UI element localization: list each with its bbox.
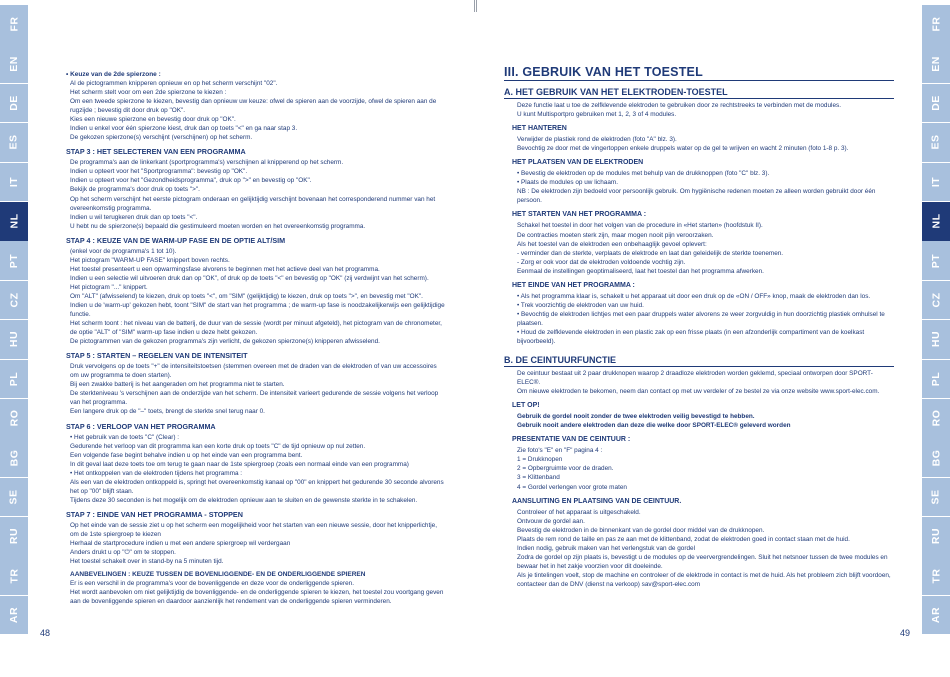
language-tab-label: TR — [8, 568, 20, 584]
language-tab-pt[interactable] — [0, 241, 28, 280]
text-line: Gebruik nooit andere elektroden dan deze die welke door SPORT-ELEC® geleverd worden — [517, 422, 791, 430]
text-line: • Bevochtig de elektroden lichtjes met een paar druppels water alvorens ze weer zorgvuldig in hun doorzichtig plastiek omhulsel te plaatsen. — [517, 310, 885, 327]
text-line: • Het gebruik van de toets "C" (Clear) : — [70, 433, 180, 441]
left-page-content — [66, 70, 446, 606]
language-tab-label: CZ — [8, 292, 20, 308]
text-line: Al de pictogrammen knipperen opnieuw en op het scherm verschijnt "02". — [70, 80, 278, 87]
einde-heading: HET EINDE VAN HET PROGRAMMA : — [512, 281, 635, 289]
plaatsen-text — [504, 169, 894, 205]
text-line: NB : De elektroden zijn bedoeld voor persoonlijk gebruik. Om hygiënische redenen moeten ze alleen worden gebruikt door één persoon. — [517, 188, 876, 205]
language-tab-nl[interactable] — [0, 202, 28, 241]
language-tab-label: PL — [929, 371, 942, 387]
text-line: Indien u wil terugkeren druk dan op toets "<". — [70, 213, 198, 221]
text-line: Verwijder de plastiek rond de elektroden (foto "A" blz. 3). — [517, 136, 677, 144]
language-tab-label: TR — [930, 568, 942, 584]
step5-heading: STAP 5 : STARTEN – REGELEN VAN DE INTENSITEIT — [66, 351, 248, 361]
language-tab-label: EN — [930, 55, 942, 72]
text-line: Om "ALT" (afwisselend) te kiezen, druk op toets "<", om "SIM" (gelijktijdig) te kiezen, druk op toets ">", en bevestig met "OK". — [70, 292, 423, 300]
text-line: Er is een verschil in de programma's voor de bovenliggende en deze voor de onderliggende spieren. — [70, 580, 355, 588]
language-tab-hu[interactable] — [922, 320, 950, 359]
text-line: • Als het programma klaar is, schakelt u het apparaat uit door een druk op de «ON / OFF» knop, maak de elektroden dan los. — [517, 292, 871, 300]
language-tab-es[interactable] — [922, 123, 950, 162]
text-line: 3 = Klittenband — [517, 474, 560, 482]
text-line: Het wordt aanbevolen om niet gelijktijdig de bovenliggende- en de onderliggende spieren te kiezen, het toestel zou voortgang geven aan de bovenliggende spieren en daardoor aanzienlijk het rendement van de onderliggende spieren verminderen. — [70, 589, 444, 606]
text-line: - Zorg er ook voor dat de elektroden voldoende vochtig zijn. — [517, 258, 686, 266]
text-line: Schakel het toestel in door het volgen van de procedure in «Het starten» (hoofdstuk II). — [517, 222, 763, 230]
text-line: Om een tweede spierzone te kiezen, bevestig dan opnieuw uw keuze: ofwel de spieren aan de voorzijde, ofwel de spieren aan de rugzijde ; bevestig dit door druk op "OK". — [70, 98, 437, 115]
language-tab-ro[interactable] — [922, 399, 950, 438]
text-line: Indien u opteert voor het "Gezondheidsprogramma", druk op ">" en bevestig op "OK". — [70, 177, 312, 185]
text-line: Gedurende het verloop van dit programma kan een korte druk op toets "C" de tijd opnieuw op nul zetten. — [70, 442, 366, 450]
language-tab-label: NL — [8, 213, 20, 229]
page-number-right: 49 — [900, 628, 911, 638]
language-tab-label: RU — [7, 528, 20, 545]
text-line: Gebruik de gordel nooit zonder de twee elektroden veilig bevestigd te hebben. — [517, 413, 755, 421]
step4-heading: STAP 4 : KEUZE VAN DE WARM-UP FASE EN DE OPTIE ALT/SIM — [66, 235, 286, 245]
language-tab-tr[interactable] — [0, 556, 28, 595]
page-crop-mark — [474, 0, 475, 12]
language-tab-label: DE — [8, 95, 20, 111]
language-tab-label: HU — [7, 331, 20, 348]
text-line: U hebt nu de spierzone(s) bepaald die gestimuleerd moeten worden en het overeenkomstig programma. — [70, 222, 366, 230]
text-line: Om nieuwe elektroden te bekomen, neem dan contact op met uw verdeler of ze bestel ze via onze website www.sport-elec.com. — [517, 388, 880, 396]
language-tab-se[interactable] — [0, 478, 28, 517]
language-tab-ar[interactable] — [922, 596, 950, 635]
advice-text — [66, 579, 446, 606]
language-tab-es[interactable] — [0, 123, 28, 162]
text-line: Ontvouw de gordel aan. — [517, 517, 585, 525]
language-tab-nl[interactable] — [922, 202, 950, 241]
language-tab-label: ES — [929, 134, 942, 150]
text-line: • Trek voorzichtig de elektroden van uw huid. — [517, 301, 644, 309]
language-tab-ru[interactable] — [922, 517, 950, 556]
language-tab-fr[interactable] — [922, 5, 950, 44]
text-line: De gekozen spierzone(s) verschijnt (verschijnen) op het scherm. — [70, 134, 253, 142]
step3-text — [66, 158, 446, 230]
language-tab-label: HU — [929, 331, 942, 348]
section-a-intro — [504, 101, 894, 119]
language-tab-pl[interactable] — [0, 360, 28, 399]
advice-heading: AANBEVELINGEN : KEUZE TUSSEN DE BOVENLIGGENDE- EN DE ONDERLIGGENDE SPIEREN — [70, 571, 366, 579]
language-tab-label: NL — [930, 213, 942, 229]
language-tab-fr[interactable] — [0, 5, 28, 44]
text-line: 1 = Drukknopen — [517, 456, 563, 464]
text-line: 4 = Gordel verlengen voor grote maten — [517, 483, 627, 491]
text-line: Eenmaal de instellingen geoptimaliseerd, laat het toestel dan het programma afwerken. — [517, 267, 764, 275]
aansluiting-heading: AANSLUITING EN PLAATSING VAN DE CEINTUUR. — [512, 497, 682, 505]
section-a-title: A. HET GEBRUIK VAN HET ELEKTRODEN-TOESTEL — [504, 88, 894, 99]
language-tab-label: CZ — [930, 292, 942, 308]
text-line: Indien u de 'warm-up' gekozen hebt, toont "SIM" de start van het programma ; de warm-up fase is noodzakelijkerwijs een gelijktijdige functie. — [70, 301, 445, 319]
language-tab-bg[interactable] — [922, 438, 950, 477]
section-b-intro — [504, 369, 894, 396]
text-line: Bekijk de programma's door druk op toets ">". — [70, 186, 200, 194]
language-tab-tr[interactable] — [922, 556, 950, 595]
step6-text — [66, 433, 446, 505]
step5-text — [66, 362, 446, 416]
text-line: De pictogrammen van de gekozen programma's zijn verlicht, de gekozen spierzone(s) knipperen afwisselend. — [70, 338, 380, 346]
step6-heading: STAP 6 : VERLOOP VAN HET PROGRAMMA — [66, 421, 216, 431]
text-line: Controleer of het apparaat is uitgeschakeld. — [517, 508, 641, 516]
language-tab-label: SE — [929, 489, 942, 505]
starten-heading: HET STARTEN VAN HET PROGRAMMA : — [512, 211, 647, 219]
text-line: Een volgende fase begint behalve indien u op het einde van een programma bent. — [70, 451, 303, 459]
language-tabs-left — [0, 5, 28, 635]
page-crop-mark — [476, 0, 477, 12]
chapter-title: III. GEBRUIK VAN HET TOESTEL — [504, 68, 894, 81]
text-line: De contracties moeten sterk zijn, maar mogen nooit pijn veroorzaken. — [517, 231, 714, 239]
language-tabs-right — [922, 5, 950, 635]
text-line: Indien u opteert voor het "Sportprogramma": bevestig op "OK". — [70, 168, 248, 176]
text-line: Plaats de rem rond de taille en pas ze aan met de klittenband, zodat de elektroden goed in contact staan met de huid. — [517, 535, 850, 543]
text-line: Op het scherm verschijnt het eerste pictogram onderaan en gelijktijdig verschijnt bovenaan het corresponderend nummer van het overeenkomstig programma. — [70, 195, 436, 212]
text-line: Deze functie laat u toe de zelfklevende elektroden te gebruiken door ze rechtstreeks te verbinden met de modules. — [517, 102, 841, 110]
letop-text — [504, 412, 894, 430]
page-number-left: 48 — [40, 628, 51, 638]
language-tab-label: DE — [930, 95, 942, 111]
language-tab-label: AR — [7, 607, 20, 624]
text-line: Kies een nieuwe spierzone en bevestig door druk op "OK". — [70, 116, 236, 124]
text-line: In dit geval laat deze toets toe om terug te gaan naar de 1ste spiergroep (zoals een normaal einde van een programma) — [70, 460, 409, 468]
presentatie-text — [504, 446, 894, 491]
text-line: Bij een zwakke batterij is het aangeraden om het programma niet te starten. — [70, 381, 285, 389]
language-tab-cz[interactable] — [0, 281, 28, 320]
text-line: U kunt Multisportpro gebruiken met 1, 2, 3 of 4 modules. — [517, 111, 677, 119]
text-line: Als een van de elektroden ontkoppeld is, springt het overeenkomstig kanaal op "00" en knippert het gedurende 30 seconde alvorens het op "00" blijft staan. — [70, 478, 444, 495]
text-line: Bevochtig ze door met de vingertoppen enkele druppels water op de gel te wrijven en wacht 2 minuten (foto 1-8 p. 3). — [517, 145, 849, 153]
step3-heading: STAP 3 : HET SELECTEREN VAN EEN PROGRAMMA — [66, 147, 246, 157]
text-line: Als het toestel van de elektroden een onbehaaglijk gevoel oplevert: — [517, 240, 707, 248]
text-line: De programma's aan de linkerkant (sportprogramma's) verschijnen al knipperend op het scherm. — [70, 159, 344, 167]
text-line: Druk vervolgens op de toets "+" de intensiteitstoetsen (stemmen overeen met de draden van de elektroden of van uw accessoires om uw programma te doen starten). — [70, 363, 437, 380]
language-tab-it[interactable] — [922, 163, 950, 202]
language-tab-pt[interactable] — [922, 241, 950, 280]
language-tab-label: BG — [8, 449, 20, 466]
right-page-content — [504, 65, 894, 589]
text-line: Een langere druk op de "–" toets, brengt de sterkte snel terug naar 0. — [70, 408, 265, 416]
language-tab-label: IT — [930, 176, 942, 188]
language-tab-bg[interactable] — [0, 438, 28, 477]
language-tab-label: ES — [7, 134, 20, 150]
step7-heading: STAP 7 : EINDE VAN HET PROGRAMMA - STOPPEN — [66, 509, 243, 519]
text-line: Indien u enkel voor één spierzone kiest, druk dan op toets "<" en ga naar stap 3. — [70, 125, 298, 133]
presentatie-heading: PRESENTATIE VAN DE CEINTUUR : — [512, 436, 631, 444]
language-tab-en[interactable] — [922, 44, 950, 83]
text-line: Zie foto's "E" en "F" pagina 4 : — [517, 447, 603, 455]
language-tab-ar[interactable] — [0, 596, 28, 635]
language-tab-label: RO — [8, 409, 20, 427]
language-tab-label: FR — [8, 16, 20, 32]
letop-heading: LET OP! — [512, 402, 540, 410]
language-tab-label: FR — [930, 16, 942, 32]
text-line: Anders drukt u op "⏻" om te stoppen. — [70, 549, 176, 557]
language-tab-label: EN — [8, 55, 20, 72]
text-line: Bevestig de elektroden in de binnenkant van de gordel door middel van de drukknopen. — [517, 526, 765, 534]
text-line: Indien nodig, gebruik maken van het verlengstuk van de gordel — [517, 544, 695, 552]
text-line: • Houd de zelfklevende elektroden in een plastic zak op een frisse plaats (in een afzonderlijk compartiment van de koelkast bijvoorbeeld). — [517, 328, 865, 345]
text-line: Het scherm stelt voor om een 2de spierzone te kiezen : — [70, 89, 227, 97]
language-tab-de[interactable] — [0, 84, 28, 123]
text-line: Zodra de gordel op zijn plaats is, bevestigt u de modules op de veervergrendelingen. Sluit het netsnoer tussen de twee modules en bewaar het in het zakje voorzien voor dit doeleinde. — [517, 553, 888, 570]
text-line: Herhaal de startprocedure indien u met een andere spiergroep wil verdergaan — [70, 539, 291, 547]
text-line: • Het ontkoppelen van de elektroden tijdens het programma : — [70, 469, 243, 477]
language-tab-label: PT — [929, 253, 942, 268]
text-line: • Plaats de modules op uw lichaam. — [517, 179, 618, 187]
section-b-title: B. DE CEINTUURFUNCTIE — [504, 356, 894, 367]
language-tab-label: AR — [929, 607, 942, 624]
language-tab-pl[interactable] — [922, 360, 950, 399]
text-line: Op het einde van de sessie ziet u op het scherm een mogelijkheid voor het starten van een nieuwe sessie, door het knipperlichtje, om de 1ste spiergroep te kiezen — [70, 521, 437, 538]
step4-text — [66, 247, 446, 347]
language-tab-label: PL — [7, 371, 20, 387]
language-tab-label: PT — [7, 253, 20, 268]
text-line: Het scherm toont : het niveau van de batterij, de duur van de sessie (wordt per minuut afgeteld), het pictogram van de chronometer, de optie "ALT" of "SIM" warm-up fase indien u deze hebt gekozen. — [70, 320, 442, 337]
text-line: Indien u een selectie wil uitvoeren druk dan op "OK", of druk op de toets "<" en bevestig op "OK" (zij verdwijnt van het scherm). — [70, 274, 429, 282]
text-line: - verminder dan de sterkte, verplaats de elektrode en laat dan geleidelijk de sterkte toenemen. — [517, 249, 784, 257]
text-line: De sterkteniveau 's verschijnen aan de onderzijde van het scherm. De intensiteit varieert gedurende de sessie volgens het verloop van het programma. — [70, 390, 439, 407]
hanteren-heading: HET HANTEREN — [512, 125, 567, 133]
hanteren-text — [504, 135, 894, 153]
language-tab-label: RO — [930, 409, 942, 427]
language-tab-cz[interactable] — [922, 281, 950, 320]
language-tab-ru[interactable] — [0, 517, 28, 556]
language-tab-label: SE — [7, 489, 20, 505]
language-tab-ro[interactable] — [0, 399, 28, 438]
text-line: De ceintuur bestaat uit 2 paar drukknopen waarop 2 draadloze elektroden worden geklemd, speciaal ontworpen door SPORT-ELEC®. — [517, 370, 873, 387]
language-tab-de[interactable] — [922, 84, 950, 123]
language-tab-it[interactable] — [0, 163, 28, 202]
text-line: Het toestel schakelt over in stand-by na 5 minuten tijd. — [70, 558, 224, 566]
language-tab-hu[interactable] — [0, 320, 28, 359]
language-tab-label: IT — [8, 176, 20, 188]
plaatsen-heading: HET PLAATSEN VAN DE ELEKTRODEN — [512, 159, 644, 167]
text-line: Het pictogram "WARM-UP FASE" knippert boven rechts. — [70, 256, 230, 264]
text-line: Het toestel presenteert u een opwarmingsfase alvorens te beginnen met het actieve deel van het programma. — [70, 265, 380, 273]
text-line: • Bevestig de elektroden op de modules met behulp van de drukknoppen (foto "C" blz. 3). — [517, 170, 770, 178]
language-tab-label: RU — [929, 528, 942, 545]
text-line: 2 = Opbergruimte voor de draden. — [517, 465, 614, 473]
zone-heading: • Keuze van de 2de spierzone : — [66, 71, 161, 78]
zone-text — [66, 79, 446, 142]
text-line: Als je tintelingen voelt, stop de machine en controleer of de elektrode in contact is met de huid. Als het probleem zich blijft voordoen, contacteer dan de DNV (dienst na verkoop) sav@sport-elec.com — [517, 571, 891, 588]
language-tab-se[interactable] — [922, 478, 950, 517]
text-line: (enkel voor de programma's 1 tot 10). — [70, 247, 177, 255]
language-tab-label: BG — [930, 449, 942, 466]
language-tab-en[interactable] — [0, 44, 28, 83]
aansluiting-text — [504, 508, 894, 589]
text-line: Tijdens deze 30 seconden is het mogelijk om de elektroden opnieuw aan te sluiten en de gewenste sterkte in te schakelen. — [70, 496, 418, 504]
text-line: Het pictogram "..." knippert. — [70, 283, 148, 291]
einde-text — [504, 292, 894, 346]
starten-text — [504, 221, 894, 275]
step7-text — [66, 521, 446, 566]
